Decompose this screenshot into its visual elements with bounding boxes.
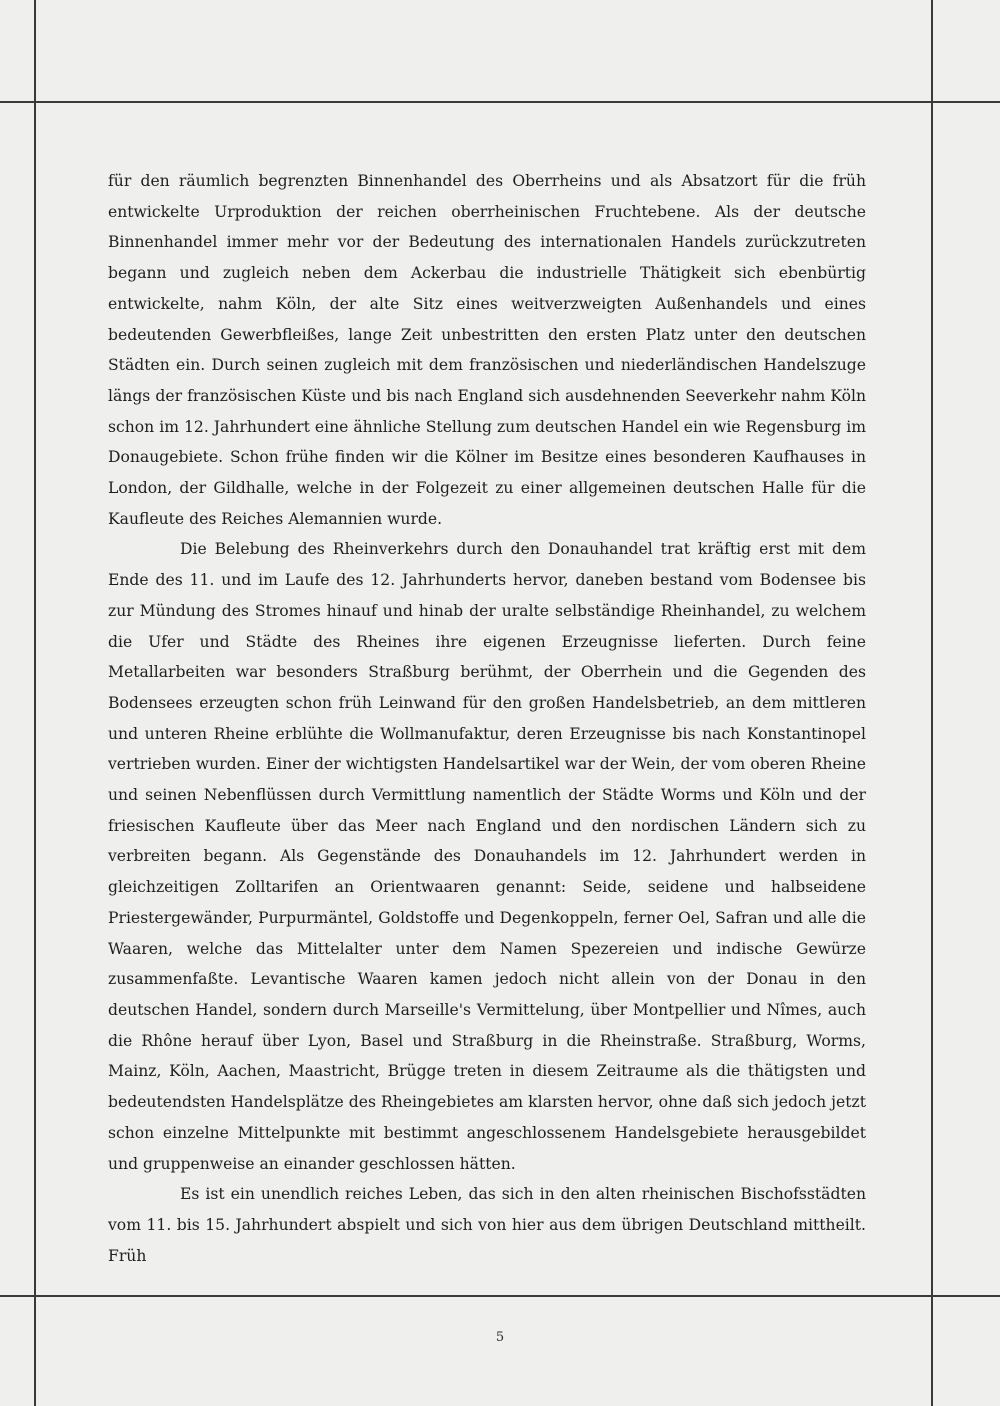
top-margin-rule — [0, 101, 1000, 103]
right-margin-rule — [931, 0, 933, 1406]
paragraph-1: für den räumlich begrenzten Binnenhandel des Oberrheins und als Absatzort für die früh entwickelte Urproduktion der reichen oberrheinischen Fruchtebene. Als der deutsche Binnenhandel immer mehr vor der Bedeutung des internationalen Handels zurückzutreten begann und zugleich neben dem Ackerbau die industrielle Thätigkeit sich ebenbürtig entwickelte, nahm Köln, der alte Sitz eines weitverzweigten Außenhandels und eines bedeutenden Gewerbfleißes, lange Zeit unbestritten den ersten Platz unter den deutschen Städten ein. Durch seinen zugleich mit dem französischen und niederländischen Handelszuge längs der französischen Küste und bis nach England sich ausdehnenden Seeverkehr nahm Köln schon im 12. Jahrhundert eine ähnliche Stellung zum deutschen Handel ein wie Regensburg im Donaugebiete. Schon frühe finden wir die Kölner im Besitze eines besonderen Kaufhauses in London, der Gildhalle, welche in der Folgezeit zu einer allgemeinen deutschen Halle für die Kaufleute des Reiches Alemannien wurde. — [108, 172, 866, 528]
paragraph-2: Die Belebung des Rheinverkehrs durch den Donauhandel trat kräftig erst mit dem Ende des 11. und im Laufe des 12. Jahrhunderts hervor, daneben bestand vom Bodensee bis zur Mündung des Stromes hinauf und hinab der uralte selbständige Rheinhandel, zu welchem die Ufer und Städte des Rheines ihre eigenen Erzeugnisse lieferten. Durch feine Metallarbeiten war besonders Straßburg berühmt, der Oberrhein und die Gegenden des Bodensees erzeugten schon früh Leinwand für den großen Handelsbetrieb, an dem mittleren und unteren Rheine erblühte die Wollmanufaktur, deren Erzeugnisse bis nach Konstantinopel vertrieben wurden. Einer der wichtigsten Handelsartikel war der Wein, der vom oberen Rheine und seinen Nebenflüssen durch Vermittlung namentlich der Städte Worms und Köln und der friesischen Kaufleute über das Meer nach England und den nordischen Ländern sich zu verbreiten begann. Als Gegenstände des Donauhandels im 12. Jahrhundert werden in gleichzeitigen Zolltarifen an Orientwaaren genannt: Seide, seidene und halbseidene Priestergewänder, Purpurmäntel, Goldstoffe und Degenkoppeln, ferner Oel, Safran und alle die Waaren, welche das Mittelalter unter dem Namen Spezereien und indische Gewürze zusammenfaßte. Levantische Waaren kamen jedoch nicht allein von der Donau in den deutschen Handel, sondern durch Marseille's Vermittelung, über Montpellier und Nîmes, auch die Rhône herauf über Lyon, Basel und Straßburg in die Rheinstraße. Straßburg, Worms, Mainz, Köln, Aachen, Maastricht, Brügge treten in diesem Zeitraume als die thätigsten und bedeutendsten Handelsplätze des Rheingebietes am klarsten hervor, ohne daß sich jedoch jetzt schon einzelne Mittelpunkte mit bestimmt angeschlossenem Handelsgebiete herausgebildet und gruppenweise an einander geschlossen hätten. — [108, 540, 866, 1173]
body-text — [108, 166, 866, 1271]
bottom-margin-rule — [0, 1295, 1000, 1297]
paragraph-3: Es ist ein unendlich reiches Leben, das sich in den alten rheinischen Bischofsstädten vom 11. bis 15. Jahrhundert abspielt und sich von hier aus dem übrigen Deutschland mittheilt. Früh — [108, 1185, 866, 1265]
page-number: 5 — [495, 1330, 505, 1345]
left-margin-rule — [34, 0, 36, 1406]
